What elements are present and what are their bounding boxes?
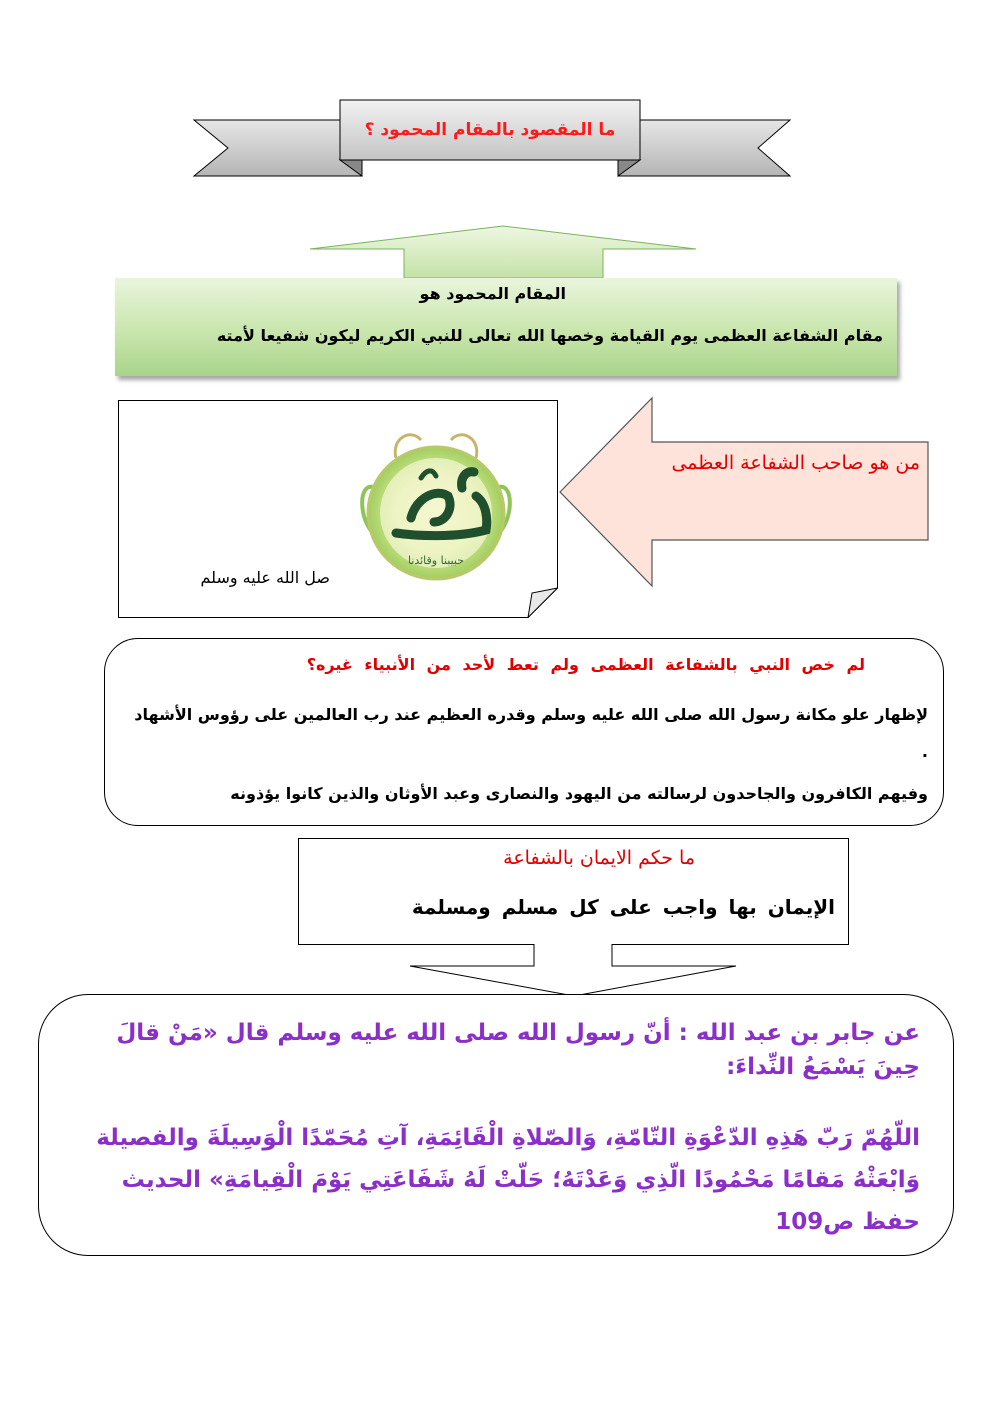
ruling-answer: الإيمان بها واجب على كل مسلم ومسلمة	[411, 895, 835, 919]
why-answer-1: لإظهار علو مكانة رسول الله صلى الله عليه وسلم وقدره العظيم عند رب العالمين على رؤوس الأشهاد .	[134, 705, 928, 761]
why-question: لم خص النبي بالشفاعة العظمى ولم تعط لأحد من الأنبياء غيره؟	[306, 655, 865, 674]
banner-title: ما المقصود بالمقام المحمود ؟	[364, 120, 616, 140]
definition-body: مقام الشفاعة العظمى يوم القيامة وخصها الله تعالى للنبي الكريم ليكون شفيعا لأمته	[216, 326, 883, 345]
hadith-text: اللّهُمّ رَبّ هَذِهِ الدّعْوَةِ التّامّةِ، وَالصّلاةِ الْقَائِمَةِ، آتِ مُحَمّدًا الْوَسِيلَةَ والفصيلة وَابْعَثْهُ مَقامًا مَحْمُودًا الّذِي وَعَدْتَهُ؛ حَلّتْ لَهُ شَفَاعَتِي يَوْمَ الْقِيامَةِ» الحديث حفظ ص109	[96, 1125, 920, 1235]
salutation-text: صل الله عليه وسلم	[200, 568, 330, 587]
definition-title: المقام المحمود هو	[419, 284, 566, 303]
ruling-question: ما حكم الايمان بالشفاعة	[503, 847, 695, 869]
emblem-caption: حبيبنا وقائدنا	[407, 554, 465, 567]
owner-question: من هو صاحب الشفاعة العظمى	[671, 452, 920, 474]
why-answer-2: وفيهم الكافرون والجاحدون لرسالته من اليهود والنصارى وعبد الأوثان والذين كانوا يؤذونه	[230, 784, 928, 803]
hadith-intro: عن جابر بن عبد الله : أنّ رسول الله صلى الله عليه وسلم قال «مَنْ قالَ حِينَ يَسْمَعُ النِّداءَ:	[116, 1020, 920, 1080]
